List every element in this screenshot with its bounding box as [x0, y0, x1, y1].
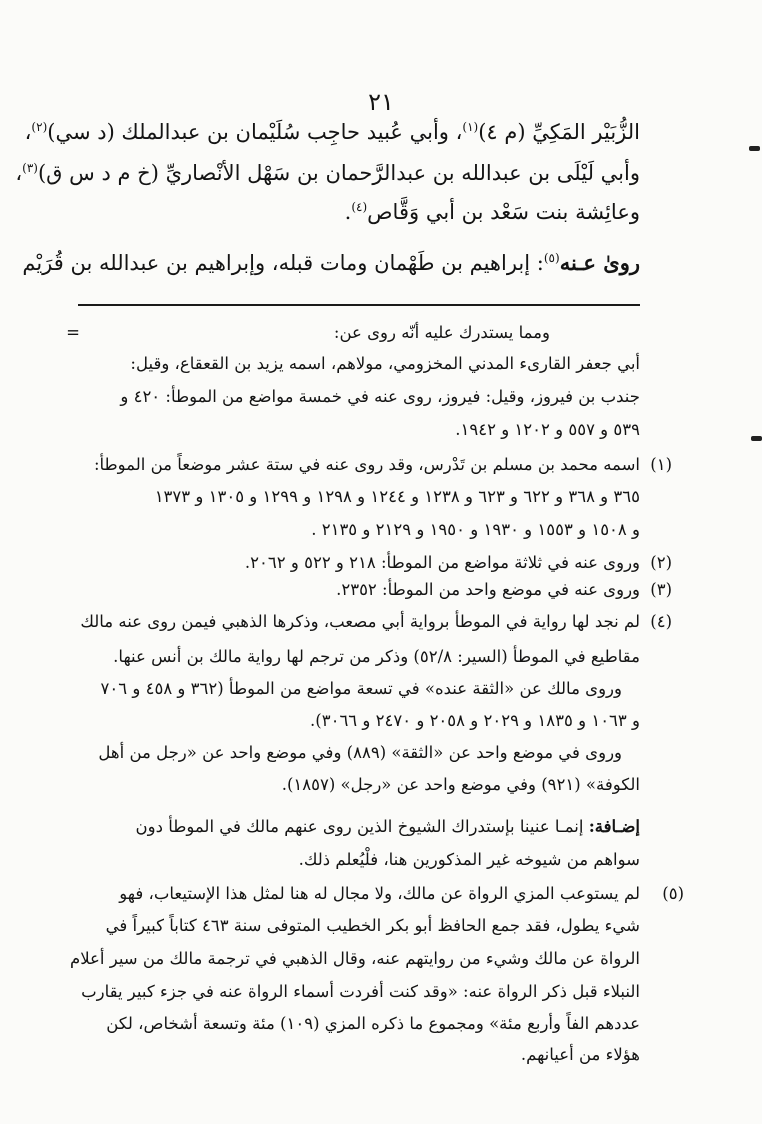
main-line-4 — [22, 250, 640, 275]
note-2-number: (٢) — [650, 553, 672, 572]
main-line-3-a: وعائِشة بنت سَعْد بن أبي وَقَّاص — [367, 200, 640, 224]
main-line-3-c: . — [344, 200, 352, 224]
note-4-line-5: وروى في موضع واحد عن «الثقة» (٨٨٩) وفي موضع واحد عن «رجل من أهل — [98, 743, 622, 762]
main-line-1-a: الزُّبَيْر المَكِيِّ (م ٤) — [478, 120, 640, 144]
note-5-line-6: هؤلاء من أعيانهم. — [520, 1045, 640, 1064]
note-1-number: (١) — [650, 455, 672, 474]
footnote-ref-5[interactable]: (٥) — [543, 251, 560, 265]
main-line-3 — [40, 200, 640, 224]
note-5-line-1: لم يستوعب المزي الرواة عن مالك، ولا مجال له هنا لمثل هذا الإستيعاب، فهو — [119, 884, 640, 903]
rawa-text: : إبراهيم بن طَهْمان ومات قبله، وإبراهيم بن عبدالله بن قُرَيْم — [22, 251, 544, 275]
continuation-intro: ومما يستدرك عليه أنّه روى عن: — [333, 323, 550, 342]
main-line-1-c: ، — [24, 120, 32, 144]
note-4-line-2: مقاطيع في الموطأ (السير: ٥٢/٨) وذكر من ترجم لها رواية مالك بن أنس عنها. — [113, 647, 640, 666]
addition-label: إضـافة: — [588, 817, 640, 836]
footnote-ref-2[interactable]: (٢) — [31, 120, 48, 134]
continuation-line-3: ٥٣٩ و ٥٥٧ و ١٢٠٢ و ١٩٤٢. — [455, 420, 640, 439]
page-number: ٢١ — [368, 88, 394, 116]
scan-edge-mark — [751, 436, 762, 441]
footnote-ref-1[interactable]: (١) — [462, 120, 479, 134]
continuation-line-2: جندب بن فيروز، وقيل: فيروز، روى عنه في خمسة مواضع من الموطأ: ٤٢٠ و — [120, 387, 640, 406]
rawa-label: روىٰ عـنه — [559, 250, 640, 275]
main-line-1 — [24, 120, 640, 144]
note-1-line-3: و ١٥٠٨ و ١٥٥٣ و ١٩٣٠ و ١٩٥٠ و ٢١٢٩ و ٢١٣٥ . — [311, 520, 640, 539]
note-4-line-6: الكوفة» (٩٢١) وفي موضع واحد عن «رجل» (١٨٥٧). — [281, 775, 640, 794]
scan-edge-mark — [749, 146, 760, 151]
note-1-line-1: اسمه محمد بن مسلم بن تَدْرس، وقد روى عنه في ستة عشر موضعاً من الموطأ: — [93, 455, 640, 474]
main-line-1-b: ، وأبي عُبيد حاجِب سُلَيْمان بن عبدالملك (د سي) — [47, 120, 463, 144]
addition-text-1: إنمـا عنينا بإستدراك الشيوخ الذين روى عنهم مالك في الموطأ دون — [135, 817, 584, 836]
note-4-line-3: وروى مالك عن «الثقة عنده» في تسعة مواضع من الموطأ (٣٦٢ و ٤٥٨ و ٧٠٦ — [100, 679, 622, 698]
main-line-2-c: ، — [15, 161, 23, 185]
note-4-line-1: لم نجد لها رواية في الموطأ برواية أبي مصعب، وذكرها الذهبي فيمن روى عنه مالك — [80, 612, 640, 631]
note-5-line-5: عددهم الفاً وأربع مئة» ومجموع ما ذكره المزي (١٠٩) مئة وتسعة أشخاص، لكن — [106, 1014, 640, 1033]
note-2-line-1: وروى عنه في ثلاثة مواضع من الموطأ: ٢١٨ و ٥٢٢ و ٢٠٦٢. — [244, 553, 640, 572]
continuation-mark: = — [66, 323, 80, 342]
footnote-ref-3[interactable]: (٣) — [22, 161, 38, 175]
note-4-line-4: و ١٠٦٣ و ١٨٣٥ و ٢٠٢٩ و ٢٠٥٨ و ٢٤٧٠ و ٣٠٦٦). — [310, 711, 640, 730]
note-5-number: (٥) — [662, 884, 684, 903]
note-5-line-3: الرواة عن مالك وشيء من روايتهم عنه، وقال الذهبي في ترجمة مالك من سير أعلام — [69, 949, 640, 968]
note-3-line-1: وروى عنه في موضع واحد من الموطأ: ٢٣٥٢. — [336, 580, 640, 599]
note-4-number: (٤) — [650, 612, 672, 631]
footnote-divider — [78, 304, 640, 306]
note-5-line-4: النبلاء قبل ذكر الرواة عنه: «وقد كنت أفردت أسماء الرواة عنه في جزء كبير يقارب — [81, 982, 640, 1001]
continuation-line-1: أبي جعفر القارىء المدني المخزومي، مولاهم، اسمه يزيد بن القعقاع، وقيل: — [130, 354, 640, 373]
footnote-ref-4[interactable]: (٤) — [351, 200, 368, 214]
main-line-2 — [15, 161, 640, 185]
addition-line-2: سواهم من شيوخه غير المذكورين هنا، فلْيُعلم ذلك. — [298, 850, 640, 869]
addition-line-1 — [136, 817, 640, 836]
note-5-line-2: شيء يطول، فقد جمع الحافظ أبو بكر الخطيب المتوفى سنة ٤٦٣ كتاباً كبيراً في — [105, 916, 640, 935]
note-1-line-2: ٣٦٥ و ٣٦٨ و ٦٢٢ و ٦٢٣ و ١٢٣٨ و ١٢٤٤ و ١٢٩٨ و ١٢٩٩ و ١٣٠٥ و ١٣٧٣ — [154, 487, 640, 506]
main-line-2-a: وأبي لَيْلَى بن عبدالله بن عبدالرَّحمان بن سَهْل الأنْصاريِّ (خ م د س ق) — [37, 161, 640, 185]
note-3-number: (٣) — [650, 580, 672, 599]
